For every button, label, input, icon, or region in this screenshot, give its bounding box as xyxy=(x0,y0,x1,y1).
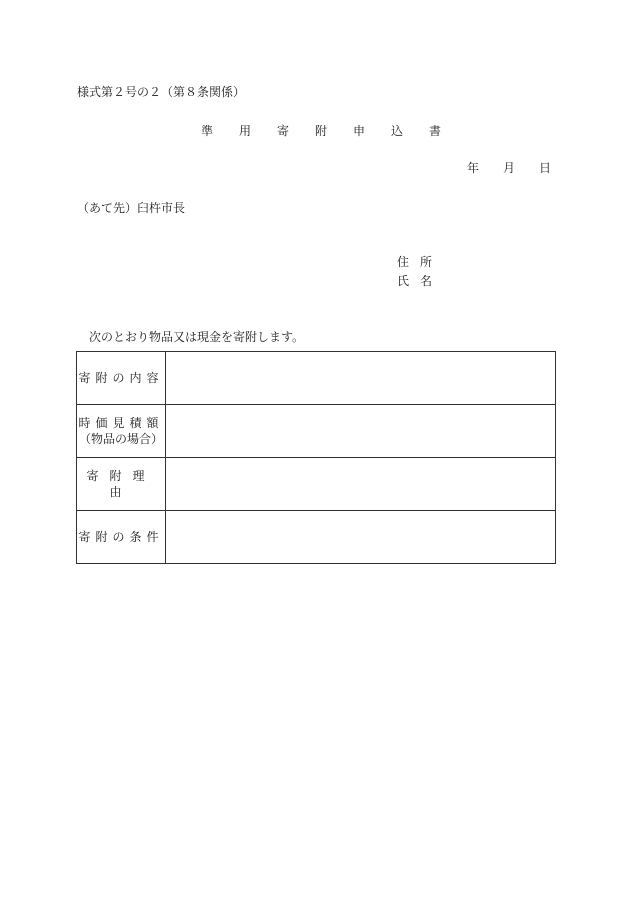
document-title: 準用寄附申込書 xyxy=(201,124,468,138)
table-row xyxy=(77,405,556,458)
applicant-block xyxy=(397,253,443,291)
row-label-conditions: 寄附の条件 xyxy=(77,511,166,564)
address-label: 住所 xyxy=(397,255,444,269)
estimated-value-field[interactable] xyxy=(166,405,556,458)
row-label-content: 寄附の内容 xyxy=(77,352,166,405)
donation-reason-field[interactable] xyxy=(166,458,556,511)
table-row xyxy=(77,352,556,405)
donation-content-field[interactable] xyxy=(166,352,556,405)
name-label: 氏名 xyxy=(397,274,444,288)
table-row xyxy=(77,458,556,511)
date-day-label: 日 xyxy=(539,161,552,175)
row-label-estimated-value xyxy=(77,405,166,458)
intro-statement: 次のとおり物品又は現金を寄附します。 xyxy=(89,330,305,344)
table-row xyxy=(77,511,556,564)
date-year-label: 年 xyxy=(467,161,480,175)
estimated-value-label: 時価見積額 xyxy=(78,416,164,430)
date-month-label: 月 xyxy=(503,161,516,175)
date-line xyxy=(467,159,551,176)
donation-conditions-field[interactable] xyxy=(166,511,556,564)
name-field-row xyxy=(397,272,443,291)
donation-details-table xyxy=(76,351,556,564)
estimated-value-note: （物品の場合） xyxy=(78,432,163,446)
addressee: （あて先）臼杵市長 xyxy=(77,201,186,215)
form-number-label: 様式第２号の２（第８条関係） xyxy=(77,85,246,99)
address-field-row xyxy=(397,253,443,272)
row-label-reason: 寄附理由 xyxy=(77,458,166,511)
